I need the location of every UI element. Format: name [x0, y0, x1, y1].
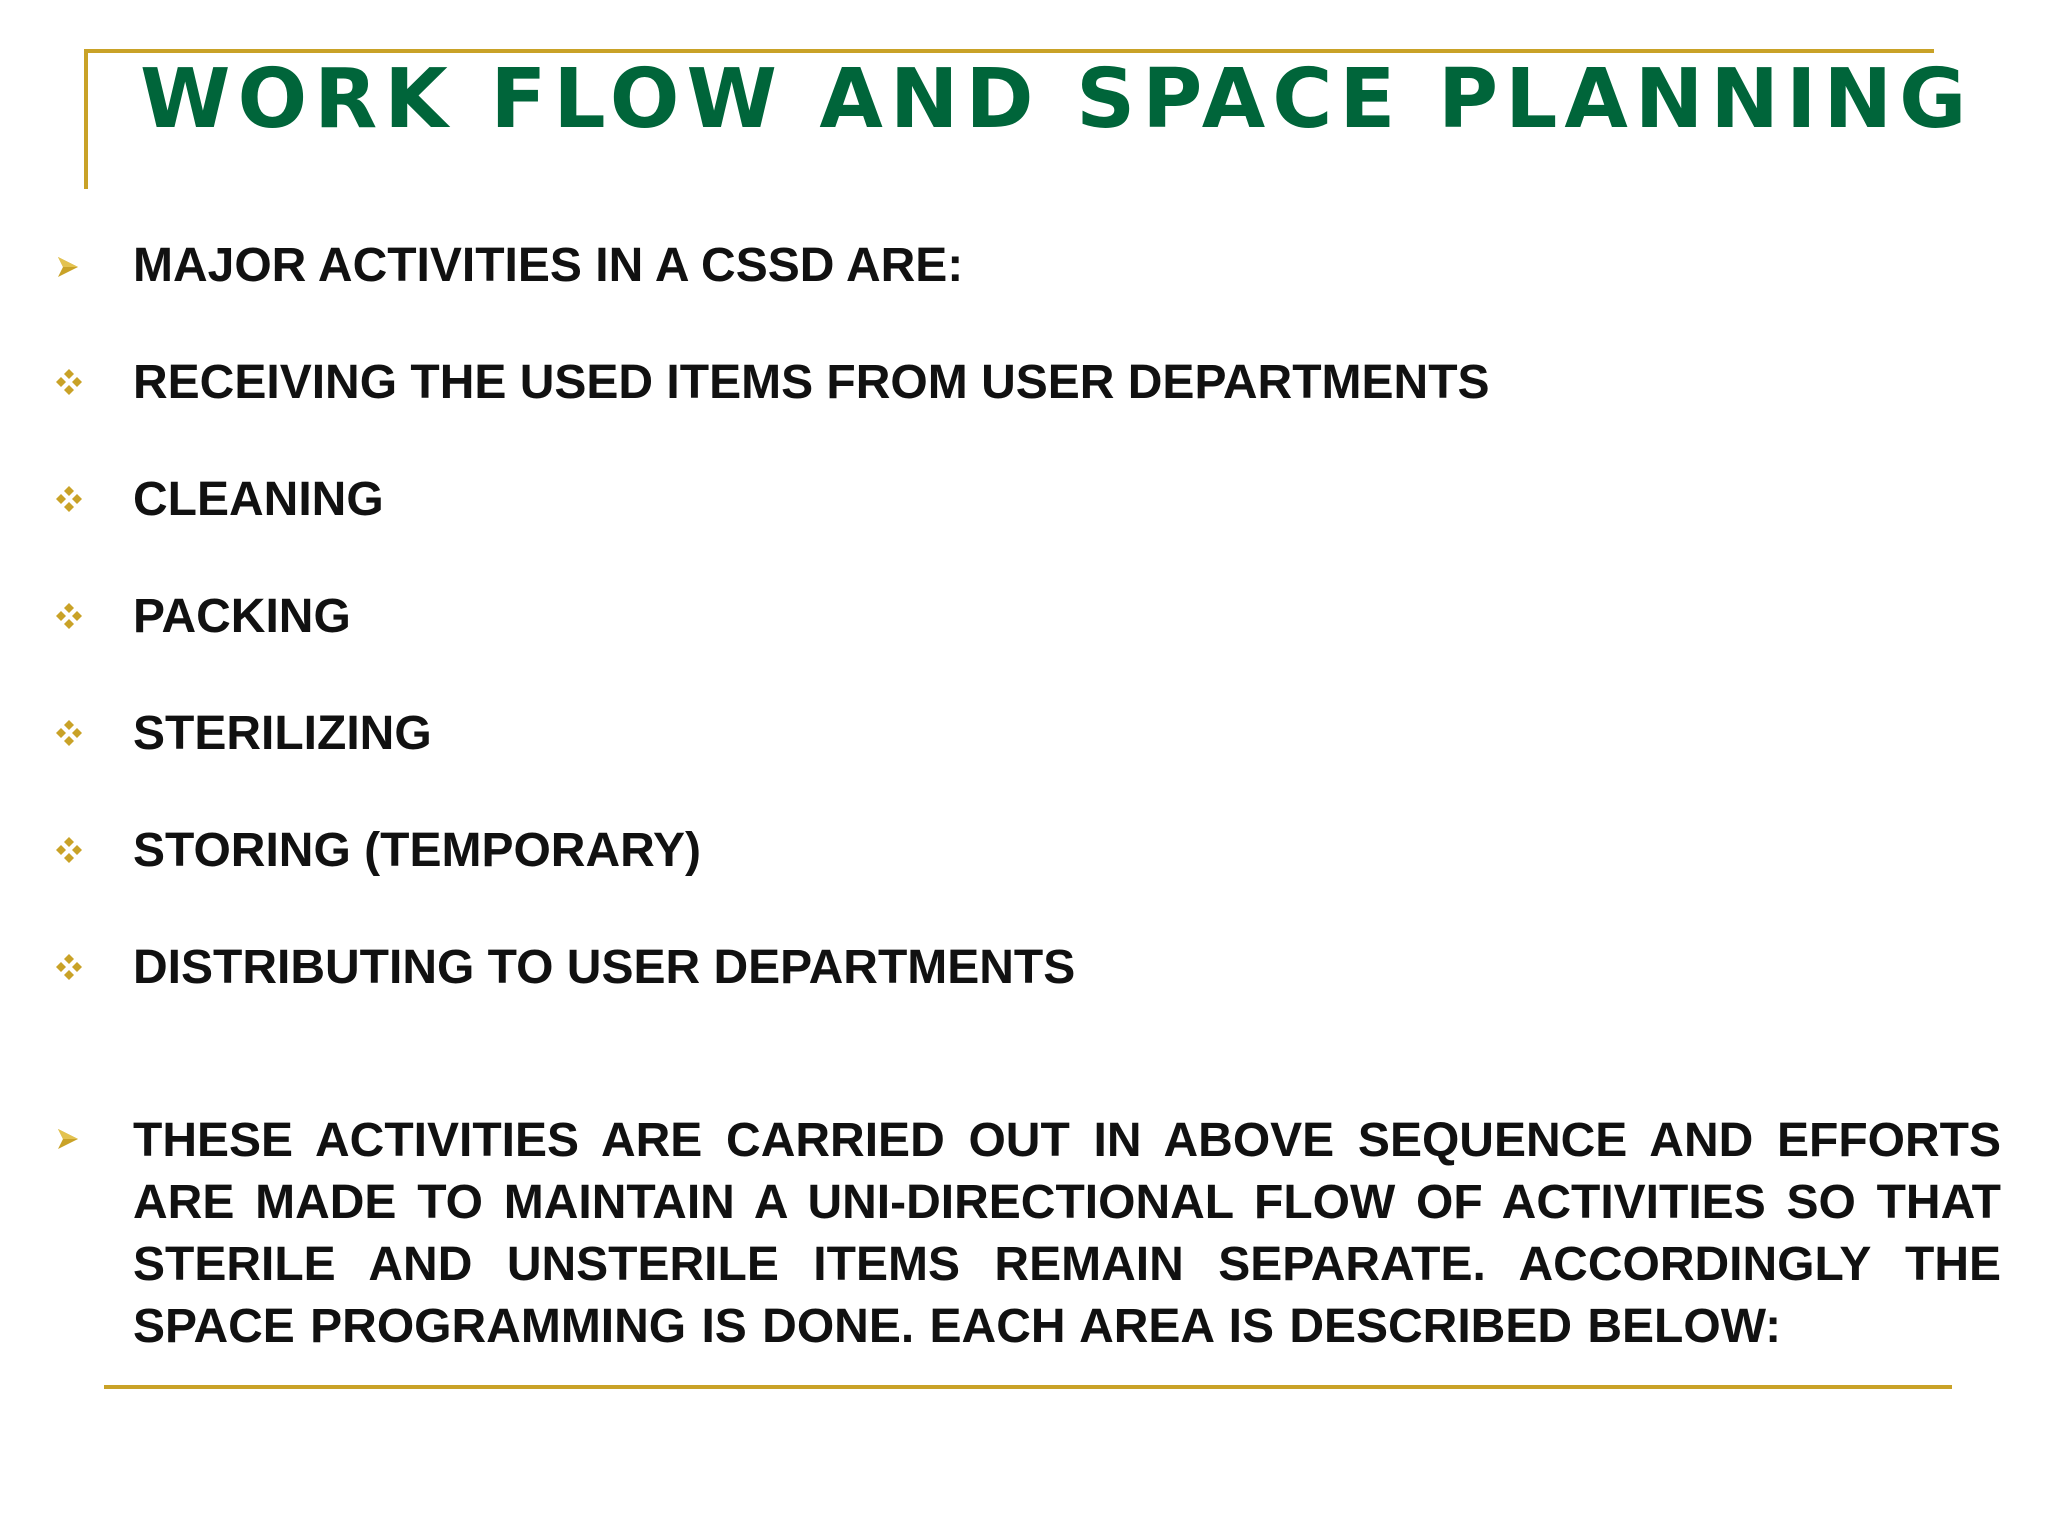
diamond-bullet-icon: [52, 950, 86, 984]
activity-label: STERILIZING: [133, 707, 432, 760]
activity-label: DISTRIBUTING TO USER DEPARTMENTS: [133, 941, 1076, 994]
bottom-rule: [104, 1385, 1952, 1389]
activity-label: STORING (TEMPORARY): [133, 824, 702, 877]
intro-text: MAJOR ACTIVITIES IN A CSSD ARE:: [133, 239, 964, 292]
diamond-bullet-icon: [52, 599, 86, 633]
summary-paragraph: THESE ACTIVITIES ARE CARRIED OUT IN ABOVE SEQUENCE AND EFFORTS ARE MADE TO MAINTAIN A UNI-DIRECTIONAL FLOW OF ACTIVITIES SO THAT STERILE AND UNSTERILE ITEMS REMAIN SEPARATE. ACCORDINGLY THE SPACE PROGRAMMING IS DONE. EACH AREA IS DESCRIBED BELOW:: [133, 1114, 2001, 1353]
arrow-bullet-icon: [52, 250, 86, 284]
activity-label: CLEANING: [133, 473, 384, 526]
arrow-bullet-icon: [52, 1122, 86, 1156]
diamond-bullet-icon: [52, 482, 86, 516]
activity-label: RECEIVING THE USED ITEMS FROM USER DEPARTMENTS: [133, 356, 1490, 409]
diamond-bullet-icon: [52, 716, 86, 750]
activity-label: PACKING: [133, 590, 351, 643]
diamond-bullet-icon: [52, 833, 86, 867]
diamond-bullet-icon: [52, 365, 86, 399]
slide-title: WORK FLOW AND SPACE PLANNING: [140, 52, 1974, 147]
